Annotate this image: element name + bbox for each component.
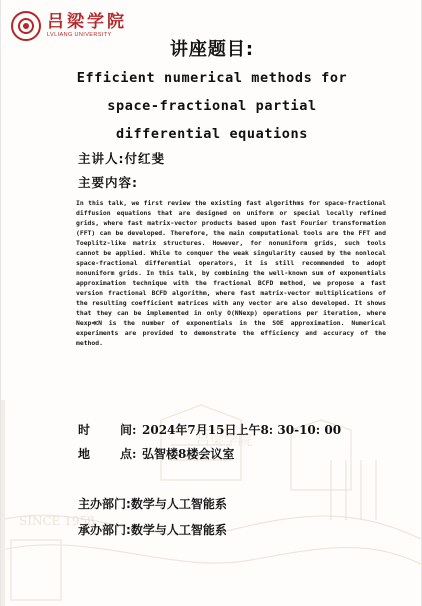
place-label-b: 点: — [120, 447, 137, 461]
watermark-logo-text: 吕梁学院 — [196, 433, 252, 449]
speaker-row — [78, 149, 165, 167]
lecture-title — [31, 64, 393, 148]
organizer-value: 数学与人工智能系 — [130, 523, 227, 537]
watermark-since: SINCE 1958 — [19, 514, 95, 528]
place-row — [78, 445, 234, 462]
lecture-heading: 讲座题目: — [169, 39, 255, 60]
university-name-cn: 吕梁学院 — [47, 12, 127, 32]
place-label — [78, 445, 142, 462]
organizer-row — [78, 521, 227, 538]
place-value: 弘智楼8楼会议室 — [142, 447, 235, 461]
content-label: 主要内容: — [78, 175, 138, 190]
organizer-label: 承办部门: — [78, 523, 131, 537]
university-name-en: LVLIANG UNIVERSITY — [47, 32, 112, 38]
time-value: 2024年7月15日上午8: 30-10: 00 — [142, 423, 342, 437]
place-label-a: 地 — [78, 447, 91, 461]
time-label — [78, 421, 142, 438]
title-line: differential equations — [115, 126, 308, 142]
speaker-label: 主讲人: — [78, 151, 125, 166]
time-label-b: 间: — [120, 423, 137, 437]
speaker-name: 付红斐 — [124, 151, 166, 166]
time-row — [78, 421, 341, 438]
host-value: 数学与人工智能系 — [130, 497, 227, 511]
host-label: 主办部门: — [78, 497, 131, 511]
time-label-a: 时 — [78, 423, 91, 437]
title-line: space-fractional partial — [107, 98, 317, 114]
abstract-text: In this talk, we first review the existing fast algorithms for space-fractional diffusion equations that are designed on uniform or special locally refined grids, where fast matrix-vector products based upon fast Fourier transformation (FFT) can be developed. Therefore, the main computational tools are the FFT and Toeplitz-like matrix structures. However, for nonuniform grids, such tools cannot be applied. While to conquer the weak singularity caused by the nonlocal space-fractional differential operators, it is still recommended to adopt nonuniform grids. In this talk, by combining the well-known sum of exponentials approximation technique with the fractional BCFD method, we propose a fast version fractional BCFD algorithm, where fast matrix-vector multiplications of the resulting coefficient matrices with any vector are also developed. It shows that they can be implemented in only O(NNexp) operations per iteration, where Nexp≪N is the number of exponentials in the SOE approximation. Numerical experiments are provided to demonstrate the efficiency and accuracy of the method. — [76, 199, 386, 347]
host-row — [78, 495, 227, 512]
title-line: Efficient numerical methods for — [76, 70, 348, 86]
